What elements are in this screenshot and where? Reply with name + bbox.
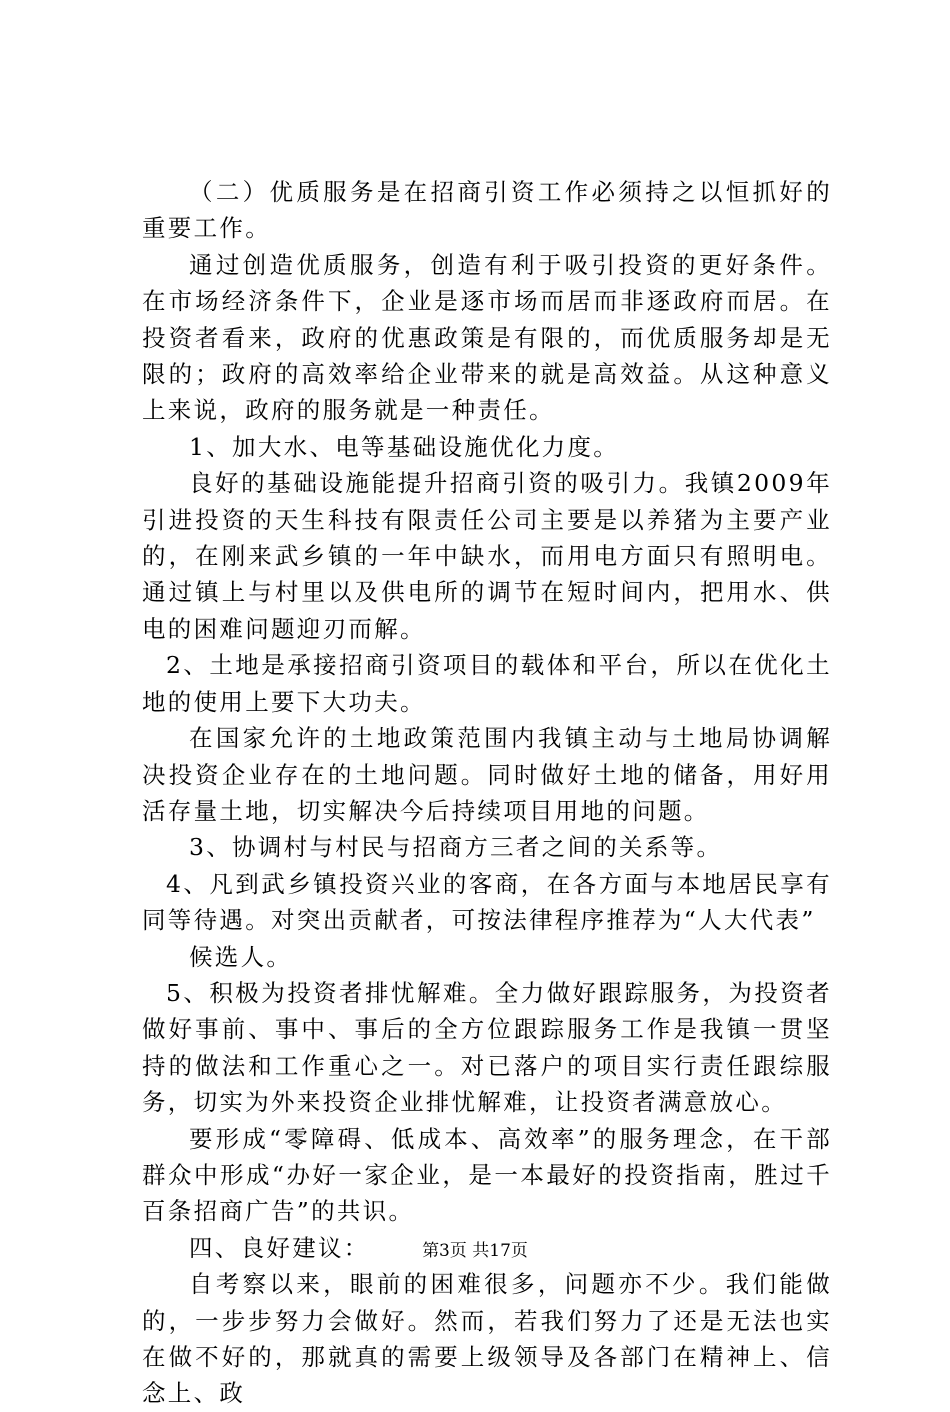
paragraph: 3、协调村与村民与招商方三者之间的关系等。 [189, 833, 723, 862]
page-number-footer: 第3页 共17页 [422, 1241, 528, 1261]
paragraph: 4、凡到武乡镇投资兴业的客商，在各方面与本地居民享有同等待遇。对突出贡献者，可按法律程序推荐为“人大代表” [142, 869, 832, 935]
paragraph: 要形成“零障碍、低成本、高效率”的服务理念，在干部群众中形成“办好一家企业，是一本最好的投资指南，胜过千百条招商广告”的共识。 [142, 1124, 832, 1226]
paragraph: 良好的基础设施能提升招商引资的吸引力。我镇2009年引进投资的天生科技有限责任公司主要是以养猪为主要产业的，在刚来武乡镇的一年中缺水，而用电方面只有照明电。通过镇上与村里以及供电所的调节在短时间内，把用水、供电的困难问题迎刃而解。 [142, 469, 832, 643]
paragraph: 四、良好建议： [189, 1233, 370, 1262]
paragraph: 5、积极为投资者排忧解难。全力做好跟踪服务，为投资者做好事前、事中、事后的全方位跟踪服务工作是我镇一贯坚持的做法和工作重心之一。对已落户的项目实行责任跟综服务，切实为外来投资企业排忧解难，让投资者满意放心。 [142, 978, 832, 1117]
paragraph: 在国家允许的土地政策范围内我镇主动与土地局协调解决投资企业存在的土地问题。同时做好土地的储备，用好用活存量土地，切实解决今后持续项目用地的问题。 [142, 724, 832, 825]
paragraph: 自考察以来，眼前的困难很多，问题亦不少。我们能做的，一步步努力会做好。然而，若我们努力了还是无法也实在做不好的，那就真的需要上级领导及各部门在精神上、信念上、政 [142, 1270, 832, 1408]
paragraph: 2、土地是承接招商引资项目的载体和平台，所以在优化土地的使用上要下大功夫。 [142, 651, 832, 716]
paragraph: 候选人。 [189, 942, 293, 971]
paragraph: 1、加大水、电等基础设施优化力度。 [189, 432, 620, 461]
document-body [142, 174, 832, 1412]
paragraph: 通过创造优质服务，创造有利于吸引投资的更好条件。在市场经济条件下，企业是逐市场而居而非逐政府而居。在投资者看来，政府的优惠政策是有限的，而优质服务却是无限的；政府的高效率给企业带来的就是高效益。从这种意义上来说，政府的服务就是一种责任。 [142, 250, 832, 425]
paragraph: （二）优质服务是在招商引资工作必须持之以恒抓好的重要工作。 [142, 178, 832, 243]
